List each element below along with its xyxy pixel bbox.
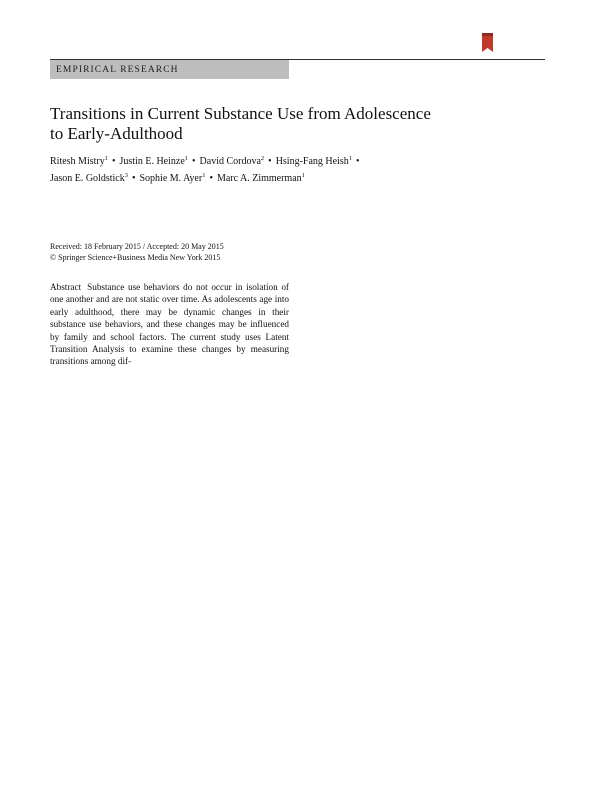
publication-dates [50,242,310,263]
author: David Cordova$^2$ [199,155,265,167]
author-separator: • [209,172,213,184]
author-list [50,154,470,187]
title-line-2: to Early-Adulthood [50,124,183,143]
author: Ritesh Mistry$^1$ [50,155,108,167]
received-accepted-dates: Received: 18 February 2015 / Accepted: 20 May 2015 [50,242,224,251]
author: Justin E. Heinze$^1$ [119,155,189,167]
author: Sophie M. Ayer$^1$ [139,171,206,184]
bookmark-icon [482,33,493,52]
bookmark-ribbon [482,36,493,52]
author: Hsing-Fang Heish$^1$ [275,155,352,167]
copyright-notice: © Springer Science+Business Media New York 2015 [50,252,221,262]
author: Marc A. Zimmerman$^1$ [216,171,305,184]
title-line-1: Transitions in Current Substance Use from Adolescence [50,104,431,123]
abstract-text: Substance use behaviors do not occur in isolation of one another and are not static over time. As adolescents age into early adulthood, there may be dynamic changes in their substance use behaviors, and these changes may be influenced by family and school factors. The current study uses Latent Transition Analysis to examine these changes by measuring transitions among dif- [50,282,289,367]
author-separator: • [131,172,136,184]
section-label: EMPIRICAL RESEARCH [50,60,289,79]
abstract [50,281,289,368]
article-title [50,104,520,144]
author: Jason E. Goldstick$^3$ [50,171,128,184]
authors-line-2 [50,171,470,188]
authors-line-1 [50,154,470,171]
author-separator: • [268,156,272,167]
author-separator: • [356,156,360,167]
author-separator: • [111,156,116,167]
author-separator: • [192,156,196,167]
bookmark-cap [482,33,493,36]
abstract-label: Abstract [50,282,82,292]
